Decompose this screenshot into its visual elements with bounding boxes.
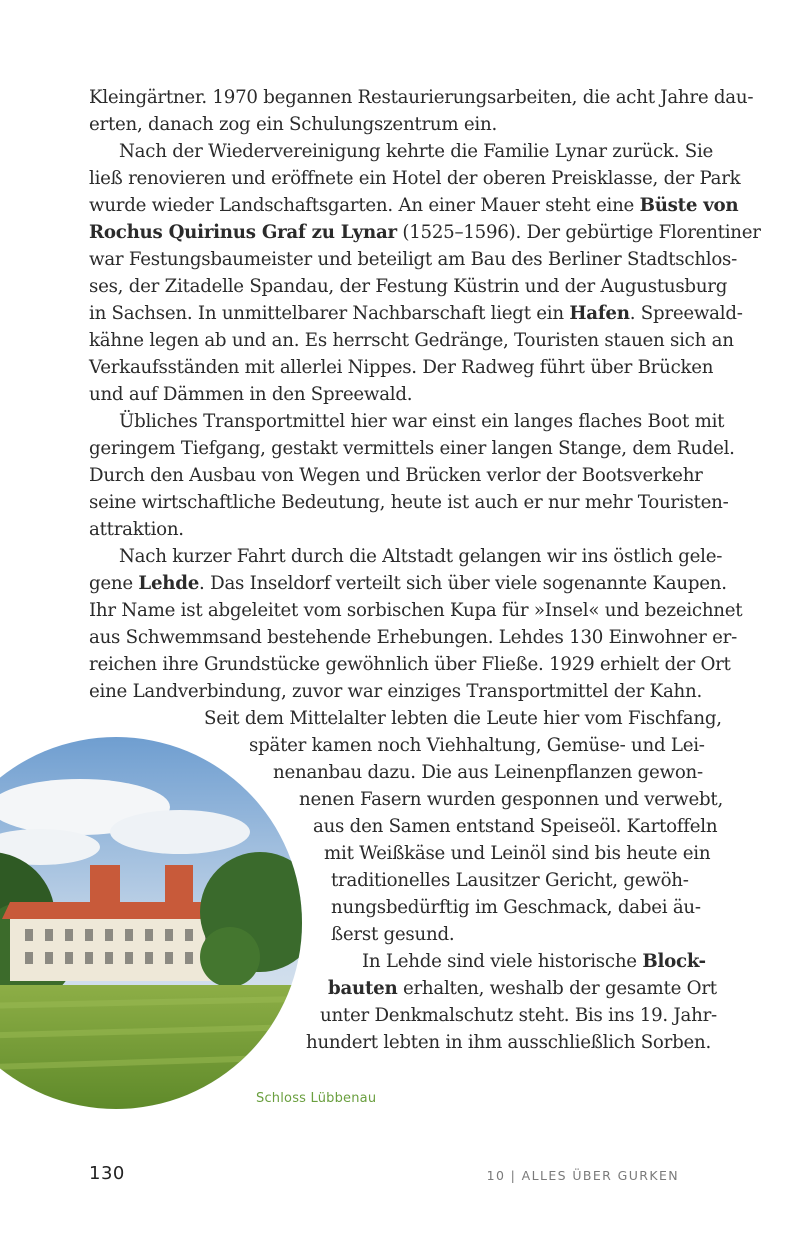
text-segment: Durch den Ausbau von Wegen und Brücken verlor der Bootsverkehr (89, 465, 703, 486)
bold-term: bauten (328, 978, 398, 999)
text-segment: nungsbedürftig im Geschmack, dabei äu- (331, 897, 701, 918)
text-segment: Nach kurzer Fahrt durch die Altstadt gelangen wir ins östlich gele- (119, 546, 723, 567)
text-segment: unter Denkmalschutz steht. Bis ins 19. Jahr- (320, 1005, 717, 1026)
text-segment: ses, der Zitadelle Spandau, der Festung Küstrin und der Augustusburg (89, 276, 728, 297)
text-line (89, 516, 678, 543)
text-line (89, 489, 729, 516)
text-segment: ßerst gesund. (331, 924, 455, 945)
text-segment: . Spreewald- (629, 303, 743, 324)
text-line (331, 867, 689, 894)
text-segment: erten, danach zog ein Schulungszentrum ein. (89, 114, 497, 135)
text-line (331, 894, 701, 921)
text-segment: nenen Fasern wurden gesponnen und verwebt, (299, 789, 724, 810)
text-segment: wurde wieder Landschaftsgarten. An einer Mauer steht eine (89, 195, 640, 216)
text-line (89, 381, 678, 408)
text-segment: aus den Samen entstand Speiseöl. Kartoffeln (313, 816, 718, 837)
text-line (306, 1029, 711, 1056)
text-line (89, 165, 741, 192)
text-segment: aus Schwemmsand bestehende Erhebungen. Lehdes 130 Einwohner er- (89, 627, 737, 648)
bold-term: Lehde (138, 573, 200, 594)
text-segment: hundert lebten in ihm ausschließlich Sorben. (306, 1032, 711, 1053)
text-segment: und auf Dämmen in den Spreewald. (89, 384, 413, 405)
running-head: 10 | ALLES ÜBER GURKEN (486, 1168, 679, 1183)
text-segment: in Sachsen. In unmittelbarer Nachbarschaft liegt ein (89, 303, 570, 324)
text-line (249, 732, 705, 759)
text-line (328, 975, 717, 1002)
text-line (89, 192, 739, 219)
text-segment: ließ renovieren und eröffnete ein Hotel der oberen Preisklasse, der Park (89, 168, 741, 189)
text-segment: eine Landverbindung, zuvor war einziges Transportmittel der Kahn. (89, 681, 703, 702)
text-line (89, 327, 734, 354)
text-line (324, 840, 711, 867)
text-line (119, 138, 714, 165)
bold-term: Block- (642, 951, 706, 972)
bold-term: Hafen (569, 303, 630, 324)
text-line (89, 84, 754, 111)
photo-caption: Schloss Lübbenau (256, 1091, 377, 1106)
text-line (89, 300, 743, 327)
text-segment: mit Weißkäse und Leinöl sind bis heute ein (324, 843, 711, 864)
bold-term: Büste von (639, 195, 739, 216)
text-line (89, 597, 743, 624)
text-line (89, 219, 761, 246)
text-line (119, 408, 725, 435)
text-segment: (1525–1596). Der gebürtige Florentiner (396, 222, 761, 243)
page-number: 130 (89, 1163, 125, 1184)
text-line (89, 273, 728, 300)
text-segment: kähne legen ab und an. Es herrscht Gedränge, Touristen stauen sich an (89, 330, 734, 351)
text-line (362, 948, 706, 975)
text-line (299, 786, 724, 813)
text-line (273, 759, 703, 786)
text-line (89, 354, 714, 381)
text-line (89, 462, 703, 489)
text-line (89, 246, 738, 273)
text-segment: war Festungsbaumeister und beteiligt am Bau des Berliner Stadtschlos- (89, 249, 738, 270)
text-segment: traditionelles Lausitzer Gericht, gewöh- (331, 870, 689, 891)
text-line (313, 813, 718, 840)
text-segment: später kamen noch Viehhaltung, Gemüse- und Lei- (249, 735, 705, 756)
manor-house-photo (0, 737, 302, 1109)
text-line (89, 651, 731, 678)
text-segment: erhalten, weshalb der gesamte Ort (397, 978, 717, 999)
text-line (204, 705, 722, 732)
text-line (89, 570, 727, 597)
text-line (331, 921, 678, 948)
text-segment: Nach der Wiedervereinigung kehrte die Familie Lynar zurück. Sie (119, 141, 714, 162)
text-segment: geringem Tiefgang, gestakt vermittels einer langen Stange, dem Rudel. (89, 438, 735, 459)
manor-house-photo-icon (0, 737, 302, 1109)
text-segment: Kleingärtner. 1970 begannen Restaurierungsarbeiten, die acht Jahre dau- (89, 87, 754, 108)
text-line (119, 543, 723, 570)
text-segment: seine wirtschaftliche Bedeutung, heute ist auch er nur mehr Touristen- (89, 492, 729, 513)
text-line (89, 111, 678, 138)
text-segment: In Lehde sind viele historische (362, 951, 643, 972)
bold-term: Rochus Quirinus Graf zu Lynar (89, 222, 397, 243)
text-segment: nenanbau dazu. Die aus Leinenpflanzen gewon- (273, 762, 703, 783)
text-segment: . Das Inseldorf verteilt sich über viele sogenannte Kaupen. (199, 573, 727, 594)
text-line (320, 1002, 717, 1029)
text-line (89, 435, 735, 462)
text-line (89, 624, 737, 651)
text-segment: gene (89, 573, 139, 594)
text-segment: Seit dem Mittelalter lebten die Leute hier vom Fischfang, (204, 708, 722, 729)
text-segment: attraktion. (89, 519, 184, 540)
text-segment: Verkaufsständen mit allerlei Nippes. Der Radweg führt über Brücken (89, 357, 714, 378)
text-segment: Ihr Name ist abgeleitet vom sorbischen Kupa für »Insel« und bezeichnet (89, 600, 743, 621)
text-segment: Übliches Transportmittel hier war einst ein langes flaches Boot mit (119, 411, 725, 432)
text-line (89, 678, 703, 705)
text-segment: reichen ihre Grundstücke gewöhnlich über Fließe. 1929 erhielt der Ort (89, 654, 731, 675)
